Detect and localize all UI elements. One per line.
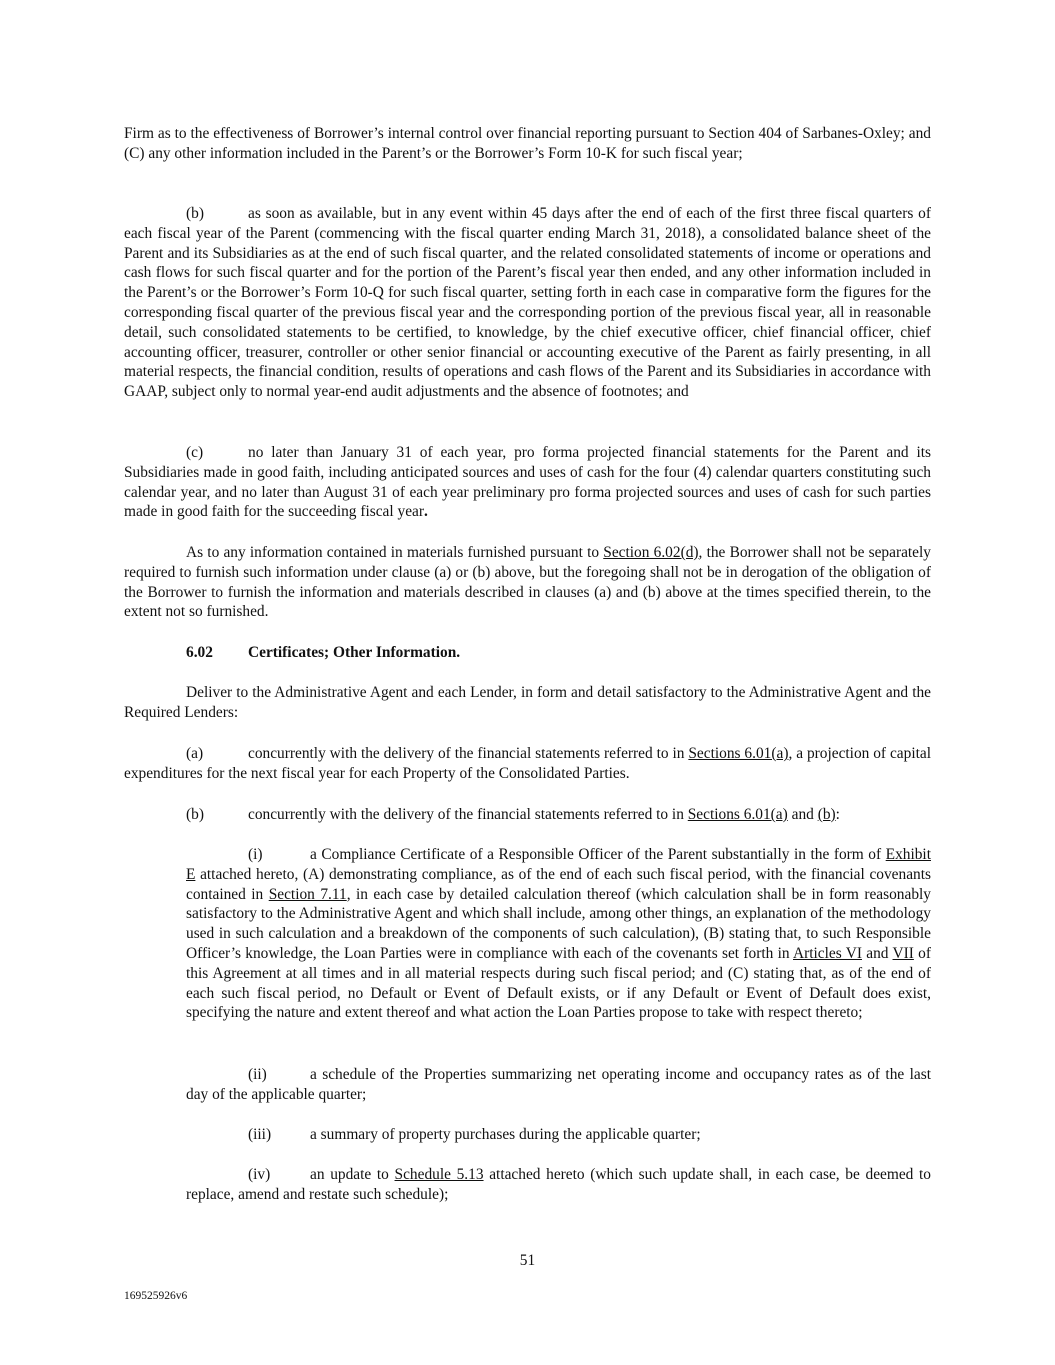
page-number: 51 [519, 1252, 536, 1269]
cross-reference-link[interactable]: Articles VI [793, 944, 862, 962]
section-number: 6.02 [186, 644, 213, 661]
paragraph-6-01-c: (c) no later than January 31 of each year, pro forma projected financial statements for the Parent and its Subsidiaries made in good faith, including anticipated sources and uses of cash for the four (4) calendar quarters constituting such calendar year, and no later than August 31 of each year preliminary pro forma projected sources and uses of cash for such parties made in good faith for the succeeding fiscal year. [124, 444, 931, 521]
clause-label: (iii) [248, 1126, 272, 1143]
paragraph-6-01-b: (b) as soon as available, but in any event within 45 days after the end of each of the first three fiscal quarters of each fiscal year of the Parent (commencing with the fiscal quarter ending March 31, 2018), a consolidated balance sheet of the Parent and its Subsidiaries as at the end of such fiscal quarter, and the related consolidated statements of income or operations and cash flows for such fiscal quarter and for the portion of the Parent’s fiscal year then ended, and any other information included in the Parent’s or the Borrower’s Form 10-Q for such fiscal quarter, setting forth in each case in comparative form the figures for the corresponding fiscal quarter of the previous fiscal year and the corresponding portion of the previous fiscal year, all in reasonable detail, such consolidated statements to be certified, to knowledge, by the chief executive officer, chief financial officer, chief accounting officer, treasurer, controller or other senior financial or accounting executive of the Parent as fairly presenting, in all material respects, the financial condition, results of operations and cash flows of the Parent and its Subsidiaries in accordance with GAAP, subject only to normal year-end audit adjustments and the absence of footnotes; and [124, 205, 931, 401]
cross-reference-link[interactable]: Sections 6.01(a) [688, 745, 789, 762]
paragraph-deliver: Deliver to the Administrative Agent and each Lender, in form and detail satisfactory to the Administrative Agent and the Required Lenders: [124, 684, 931, 721]
clause-label: (b) [186, 205, 204, 222]
cross-reference-link[interactable]: Section 6.02(d) [603, 544, 699, 561]
clause-label: (c) [186, 444, 204, 461]
cross-reference-link[interactable]: VII [892, 944, 914, 962]
subparagraph-ii: (ii) a schedule of the Properties summarizing net operating income and occupancy rates as of the last day of the applicable quarter; [186, 1066, 931, 1103]
cross-reference-link[interactable]: Section 7.11 [268, 885, 347, 903]
clause-label: (a) [186, 745, 204, 762]
paragraph-6-02-a: (a) concurrently with the delivery of the financial statements referred to in Sections 6.01(a), a projection of capital expenditures for the next fiscal year for each Property of the Consolidated Parties. [124, 745, 931, 782]
clause-label: (ii) [248, 1066, 267, 1083]
subparagraph-i: (i) a Compliance Certificate of a Responsible Officer of the Parent substantially in the form of Exhibit E attached hereto, (A) demonstrating compliance, as of the end of each such fiscal period, with the financial covenants contained in Section 7.11, in each case by detailed calculation thereof (which calculation shall be in form reasonably satisfactory to the Administrative Agent and which shall include, among other things, an explanation of the methodology used in such calculation and a breakdown of the components of such calculation), (B) stating that, to such Responsible Officer’s knowledge, the Loan Parties were in compliance with each of the covenants set forth in Articles VI and VII of this Agreement at all times and in all material respects during such fiscal period; and (C) stating that, as of the end of each such fiscal period, no Default or Event of Default exists, or if any Default or Event of Default does exist, specifying the nature and extent thereof and what action the Loan Parties propose to take with respect thereto; [186, 846, 932, 1022]
subparagraph-iv: (iv) an update to Schedule 5.13 attached hereto (which such update shall, in each case, be deemed to replace, amend and restate such schedule); [186, 1166, 931, 1203]
cross-reference-link[interactable]: Exhibit E [186, 846, 931, 883]
paragraph-as-to-information: As to any information contained in materials furnished pursuant to Section 6.02(d), the Borrower shall not be separately required to furnish such information under clause (a) or (b) above, but the foregoing shall not be in derogation of the obligation of the Borrower to furnish the information and materials described in clauses (a) and (b) above at the times specified therein, to the extent not so furnished. [124, 544, 931, 621]
cross-reference-link[interactable]: Schedule 5.13 [394, 1166, 484, 1183]
subparagraph-iii: (iii) a summary of property purchases during the applicable quarter; [248, 1126, 701, 1143]
clause-label: (b) [186, 806, 204, 823]
cross-reference-link[interactable]: Sections 6.01(a) [687, 806, 788, 823]
section-heading [186, 643, 460, 663]
paragraph-continuation: Firm as to the effectiveness of Borrower’s internal control over financial reporting pursuant to Section 404 of Sarbanes-Oxley; and (C) any other information included in the Parent’s or the Borrower’s Form 10-K for such fiscal year; [124, 125, 931, 162]
document-id: 169525926v6 [124, 1290, 188, 1302]
clause-label: (iv) [248, 1166, 271, 1183]
clause-label: (i) [248, 846, 263, 863]
section-title: Certificates; Other Information. [248, 644, 461, 661]
cross-reference-link[interactable]: (b) [817, 806, 836, 823]
paragraph-6-02-b: (b) concurrently with the delivery of the financial statements referred to in Sections 6.01(a) and (b): [186, 806, 840, 823]
